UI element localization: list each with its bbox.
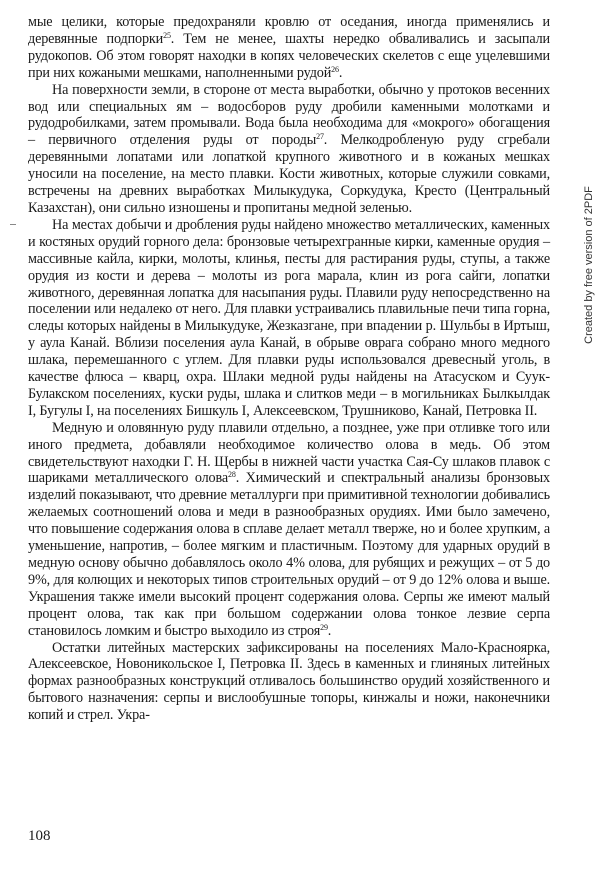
footnote-ref: 26 — [331, 64, 339, 74]
page-number: 108 — [28, 828, 51, 844]
paragraph: На поверхности земли, в стороне от места выработки, обычно у протоков весенних вод или специальных ям – водосборов руду дробили каменными молотками и рудодробилками, затем промывали. Вода была необходима для «мокрого» обогащения – первичного отделения руды от породы$^{27}$. Мелкодробленую руду сгребали деревянными лопатами или лопаткой крупного животного и в кожаных мешках уносили на поселение, на место плавки. Кости животных, которые служили совками, встречены на древних выработках Милыкудука, Соркудука, Кресто (Центральный Казахстан), они сильно изношены и пропитаны медной зеленью. — [28, 81, 550, 216]
footnote-ref: 27 — [316, 132, 324, 142]
watermark — [582, 186, 596, 344]
footnote-ref: 25 — [163, 30, 171, 40]
paragraph: Медную и оловянную руду плавили отдельно, а позднее, уже при отливке того или иного предмета, добавляли необходимое количество олова в медь. Об этом свидетельствуют находки Г. Н. Щербы в нижней части участка Сая-Су шлаков плавок с шариками металлического олова$^{28}$. Химический и спектральный анализы бронзовых изделий показывают, что древние металлурги при примитивной технологии добивались желаемых соотношений олова и меди в разнообразных орудиях. Ими было замечено, что повышение содержания олова в сплаве делает металл тверже, но и более хрупким, а уменьшение, напротив, – более мягким и пластичным. Поэтому для ударных орудий в медную основу обычно добавлялось около 4% олова, для рубящих и режущих – от 5 до 9%, для колющих и некоторых типов строительных орудий – от 9 до 12% олова и выше. Украшения также имели высокий процент содержания олова. Серпы же имеют малый процент олова, так как при большом содержании олова тонкое лезвие серпа становилось ломким и быстро выходило из строя$^{29}$. — [28, 419, 550, 639]
body-text — [28, 14, 550, 724]
watermark-text: Created by free version of 2PDF — [583, 186, 595, 344]
footnote-ref: 29 — [320, 622, 328, 632]
paragraph: На местах добычи и дробления руды найдено множество металлических, каменных и костяных орудий горного дела: бронзовые четырехгранные кирки, каменные орудия – массивные кайла, кирки, молоты, клинья, песты для растирания руды, ступы, а также орудия из кости и дерева – молоты из рога марала, клин из рога сайги, лопатки животного, деревянная лопатка для насыпания руды. Плавили руду непосредственно на поселении или недалеко от него. Для плавки устраивались плавильные печи типа горна, следы которых найдены в Милыкудуке, Жезказгане, при впадении р. Шульбы в Иртыш, у аула Канай. Вблизи поселения аула Канай, в обрыве оврага собрано много медного шлака, перемешанного с углем. Для плавки руды использовался древесный уголь, в качестве флюса – кварц, охра. Шлаки медной руды найдены на Атасуском и Суук-Булакском поселениях, куски руды, шлака и слитков меди – в могильниках Былкылдак I, Бугулы I, на поселениях Бишкуль I, Алексеевском, Трушниково, Канай, Петровка II. — [28, 216, 550, 419]
paragraph: Остатки литейных мастерских зафиксированы на поселениях Мало-Красноярка, Алексеевское, Новоникольское I, Петровка II. Здесь в каменных и глиняных литейных формах разнообразных конструкций отливалось большинство орудий хозяйственного и бытового назначения: серпы и вислообушные топоры, кинжалы и ножи, наконечники копий и стрел. Укра- — [28, 639, 550, 724]
paragraph: мые целики, которые предохраняли кровлю от оседания, иногда применялись и деревянные подпорки$^{25}$. Тем не менее, шахты нередко обваливались и засыпали рудокопов. Об этом говорят находки в копях человеческих скелетов с еще уцелевшими при них кожаными мешками, наполненными рудой$^{26}$. — [28, 14, 550, 81]
margin-mark — [10, 224, 16, 225]
footnote-ref: 28 — [228, 470, 236, 480]
